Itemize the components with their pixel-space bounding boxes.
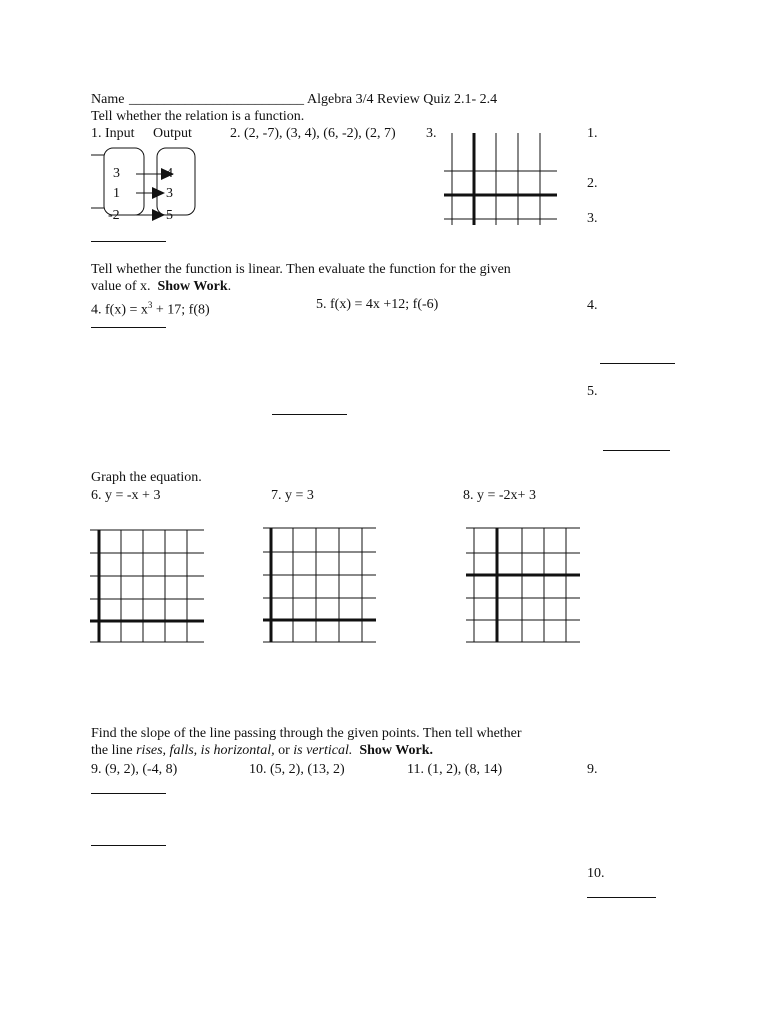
quiz-title: Algebra 3/4 Review Quiz 2.1- 2.4 — [307, 92, 498, 107]
q1-output-2: 3 — [166, 186, 173, 201]
q8-text: 8. y = -2x+ 3 — [463, 488, 536, 503]
q9-text: 9. (9, 2), (-4, 8) — [91, 762, 178, 777]
answer-label-1: 1. — [587, 126, 598, 141]
q6-text: 6. y = -x + 3 — [91, 488, 161, 503]
q4-text-a: 4. f(x) = x — [91, 302, 148, 318]
answer-blank-q4[interactable] — [91, 327, 166, 328]
show-work-label-2: Show Work. — [359, 743, 434, 758]
section1-instructions: Tell whether the relation is a function. — [91, 109, 305, 124]
section4-instructions-line1: Find the slope of the line passing through the given points. Then tell whether — [91, 726, 522, 741]
q2-text: 2. (2, -7), (3, 4), (6, -2), (2, 7) — [230, 126, 396, 141]
q3-label: 3. — [426, 126, 437, 141]
q1-input-label: 1. Input — [91, 126, 135, 141]
answer-label-9: 9. — [587, 762, 598, 777]
answer-label-5: 5. — [587, 384, 598, 399]
line2-text-b: or — [274, 743, 294, 758]
answer-label-4: 4. — [587, 298, 598, 313]
section2-period: . — [227, 279, 232, 294]
section2-instructions-line2 — [91, 279, 231, 295]
section2-instructions-line1: Tell whether the function is linear. Then evaluate the function for the given — [91, 262, 511, 277]
section2-instructions-text: value of x. — [91, 279, 158, 294]
q1-input-2: 1 — [113, 186, 120, 201]
answer-blank-5-right[interactable] — [603, 450, 670, 451]
q1-input-3: -2 — [108, 208, 120, 223]
q7-graph-grid — [263, 526, 378, 644]
line2-options-2: is vertical. — [293, 743, 353, 758]
q4-text-b: + 17; f(8) — [152, 302, 210, 318]
q4-exponent: 3 — [147, 300, 153, 310]
answer-label-2: 2. — [587, 176, 598, 191]
section3-instructions: Graph the equation. — [91, 470, 202, 485]
answer-label-3: 3. — [587, 211, 598, 226]
q1-input-1: 3 — [113, 166, 120, 181]
line2-options-1: rises, falls, is horizontal, — [136, 743, 275, 758]
output-oval — [157, 148, 195, 215]
answer-blank-q9-2[interactable] — [91, 845, 166, 846]
answer-blank-4-right[interactable] — [600, 363, 675, 364]
answer-blank-q1[interactable] — [91, 241, 166, 242]
q1-output-1: 4 — [166, 166, 173, 181]
show-work-label: Show Work — [157, 279, 228, 294]
section4-instructions-line2 — [91, 743, 433, 759]
q5-text: 5. f(x) = 4x +12; f(-6) — [316, 297, 439, 312]
q1-output-label: Output — [153, 126, 192, 141]
line2-text-a: the line — [91, 743, 137, 758]
q4-text — [91, 297, 210, 319]
q11-text: 11. (1, 2), (8, 14) — [407, 762, 503, 777]
q10-text: 10. (5, 2), (13, 2) — [249, 762, 345, 777]
answer-blank-10-right[interactable] — [587, 897, 656, 898]
q8-graph-grid — [466, 526, 581, 644]
q6-graph-grid — [90, 528, 205, 646]
q7-text: 7. y = 3 — [271, 488, 314, 503]
answer-blank-q9[interactable] — [91, 793, 166, 794]
q1-output-3: 5 — [166, 208, 173, 223]
name-field[interactable]: _________________________ — [129, 92, 304, 107]
q3-graph-grid — [444, 133, 559, 225]
answer-label-10: 10. — [587, 866, 605, 881]
input-oval — [104, 148, 144, 215]
answer-blank-q5[interactable] — [272, 414, 347, 415]
name-label: Name — [91, 92, 125, 107]
